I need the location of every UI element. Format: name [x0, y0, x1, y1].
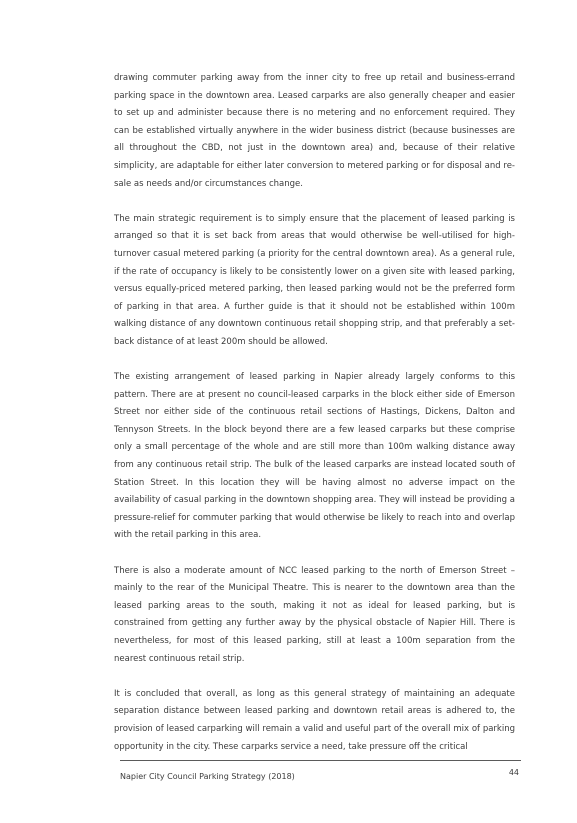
- paragraph-1: drawing commuter parking away from the inner city to free up retail and business-errand parking space in the downtown area. Leased carparks are also generally cheaper and easier to set up and administer because there is no metering and no enforcement required. They can be established virtually anywhere in the wider business district (because businesses are all throughout the CBD, not just in the downtown area) and, because of their relative simplicity, are adaptable for either later conversion to metered parking or for disposal and re-sale as needs and/or circumstances change.: [114, 73, 515, 189]
- page-number: 44: [508, 768, 519, 777]
- body-text: [114, 70, 515, 774]
- footer-divider: [120, 760, 521, 761]
- paragraph-3: The existing arrangement of leased parking in Napier already largely conforms to this pattern. There are at present no council-leased carparks in the block either side of Emerson Street nor either side of the continuous retail sections of Hastings, Dickens, Dalton and Tennyson Streets. In the block beyond there are a few leased carparks but these comprise only a small percentage of the whole and are still more than 100m walking distance away from any continuous retail strip. The bulk of the leased carparks are instead located south of Station Street. In this location they will be having almost no adverse impact on the availability of casual parking in the downtown shopping area. They will instead be providing a pressure-relief for commuter parking that would otherwise be likely to reach into and overlap with the retail parking in this area.: [114, 372, 515, 541]
- paragraph-5: It is concluded that overall, as long as this general strategy of maintaining an adequate separation distance between leased parking and downtown retail areas is adhered to, the provision of leased carparking will remain a valid and useful part of the overall mix of parking opportunity in the city. These carparks service a need, take pressure off the critical: [114, 688, 515, 752]
- paragraph-2: The main strategic requirement is to simply ensure that the placement of leased parking is arranged so that it is set back from areas that would otherwise be well-utilised for high-turnover casual metered parking (a priority for the central downtown area). As a general rule, if the rate of occupancy is likely to be consistently lower on a given site with leased parking, versus equally-priced metered parking, then leased parking would not be the preferred form of parking in that area. A further guide is that it should not be established within 100m walking distance of any downtown continuous retail shopping strip, and that preferably a set-back distance of at least 200m should be allowed.: [114, 213, 515, 347]
- footer-title: Napier City Council Parking Strategy (2018): [120, 772, 295, 781]
- paragraph-4: There is also a moderate amount of NCC leased parking to the north of Emerson Street – mainly to the rear of the Municipal Theatre. This is nearer to the downtown area than the leased parking areas to the south, making it not as ideal for leased parking, but is constrained from getting any further away by the physical obstacle of Napier Hill. There is nevertheless, for most of this leased parking, still at least a 100m separation from the nearest continuous retail strip.: [114, 565, 515, 664]
